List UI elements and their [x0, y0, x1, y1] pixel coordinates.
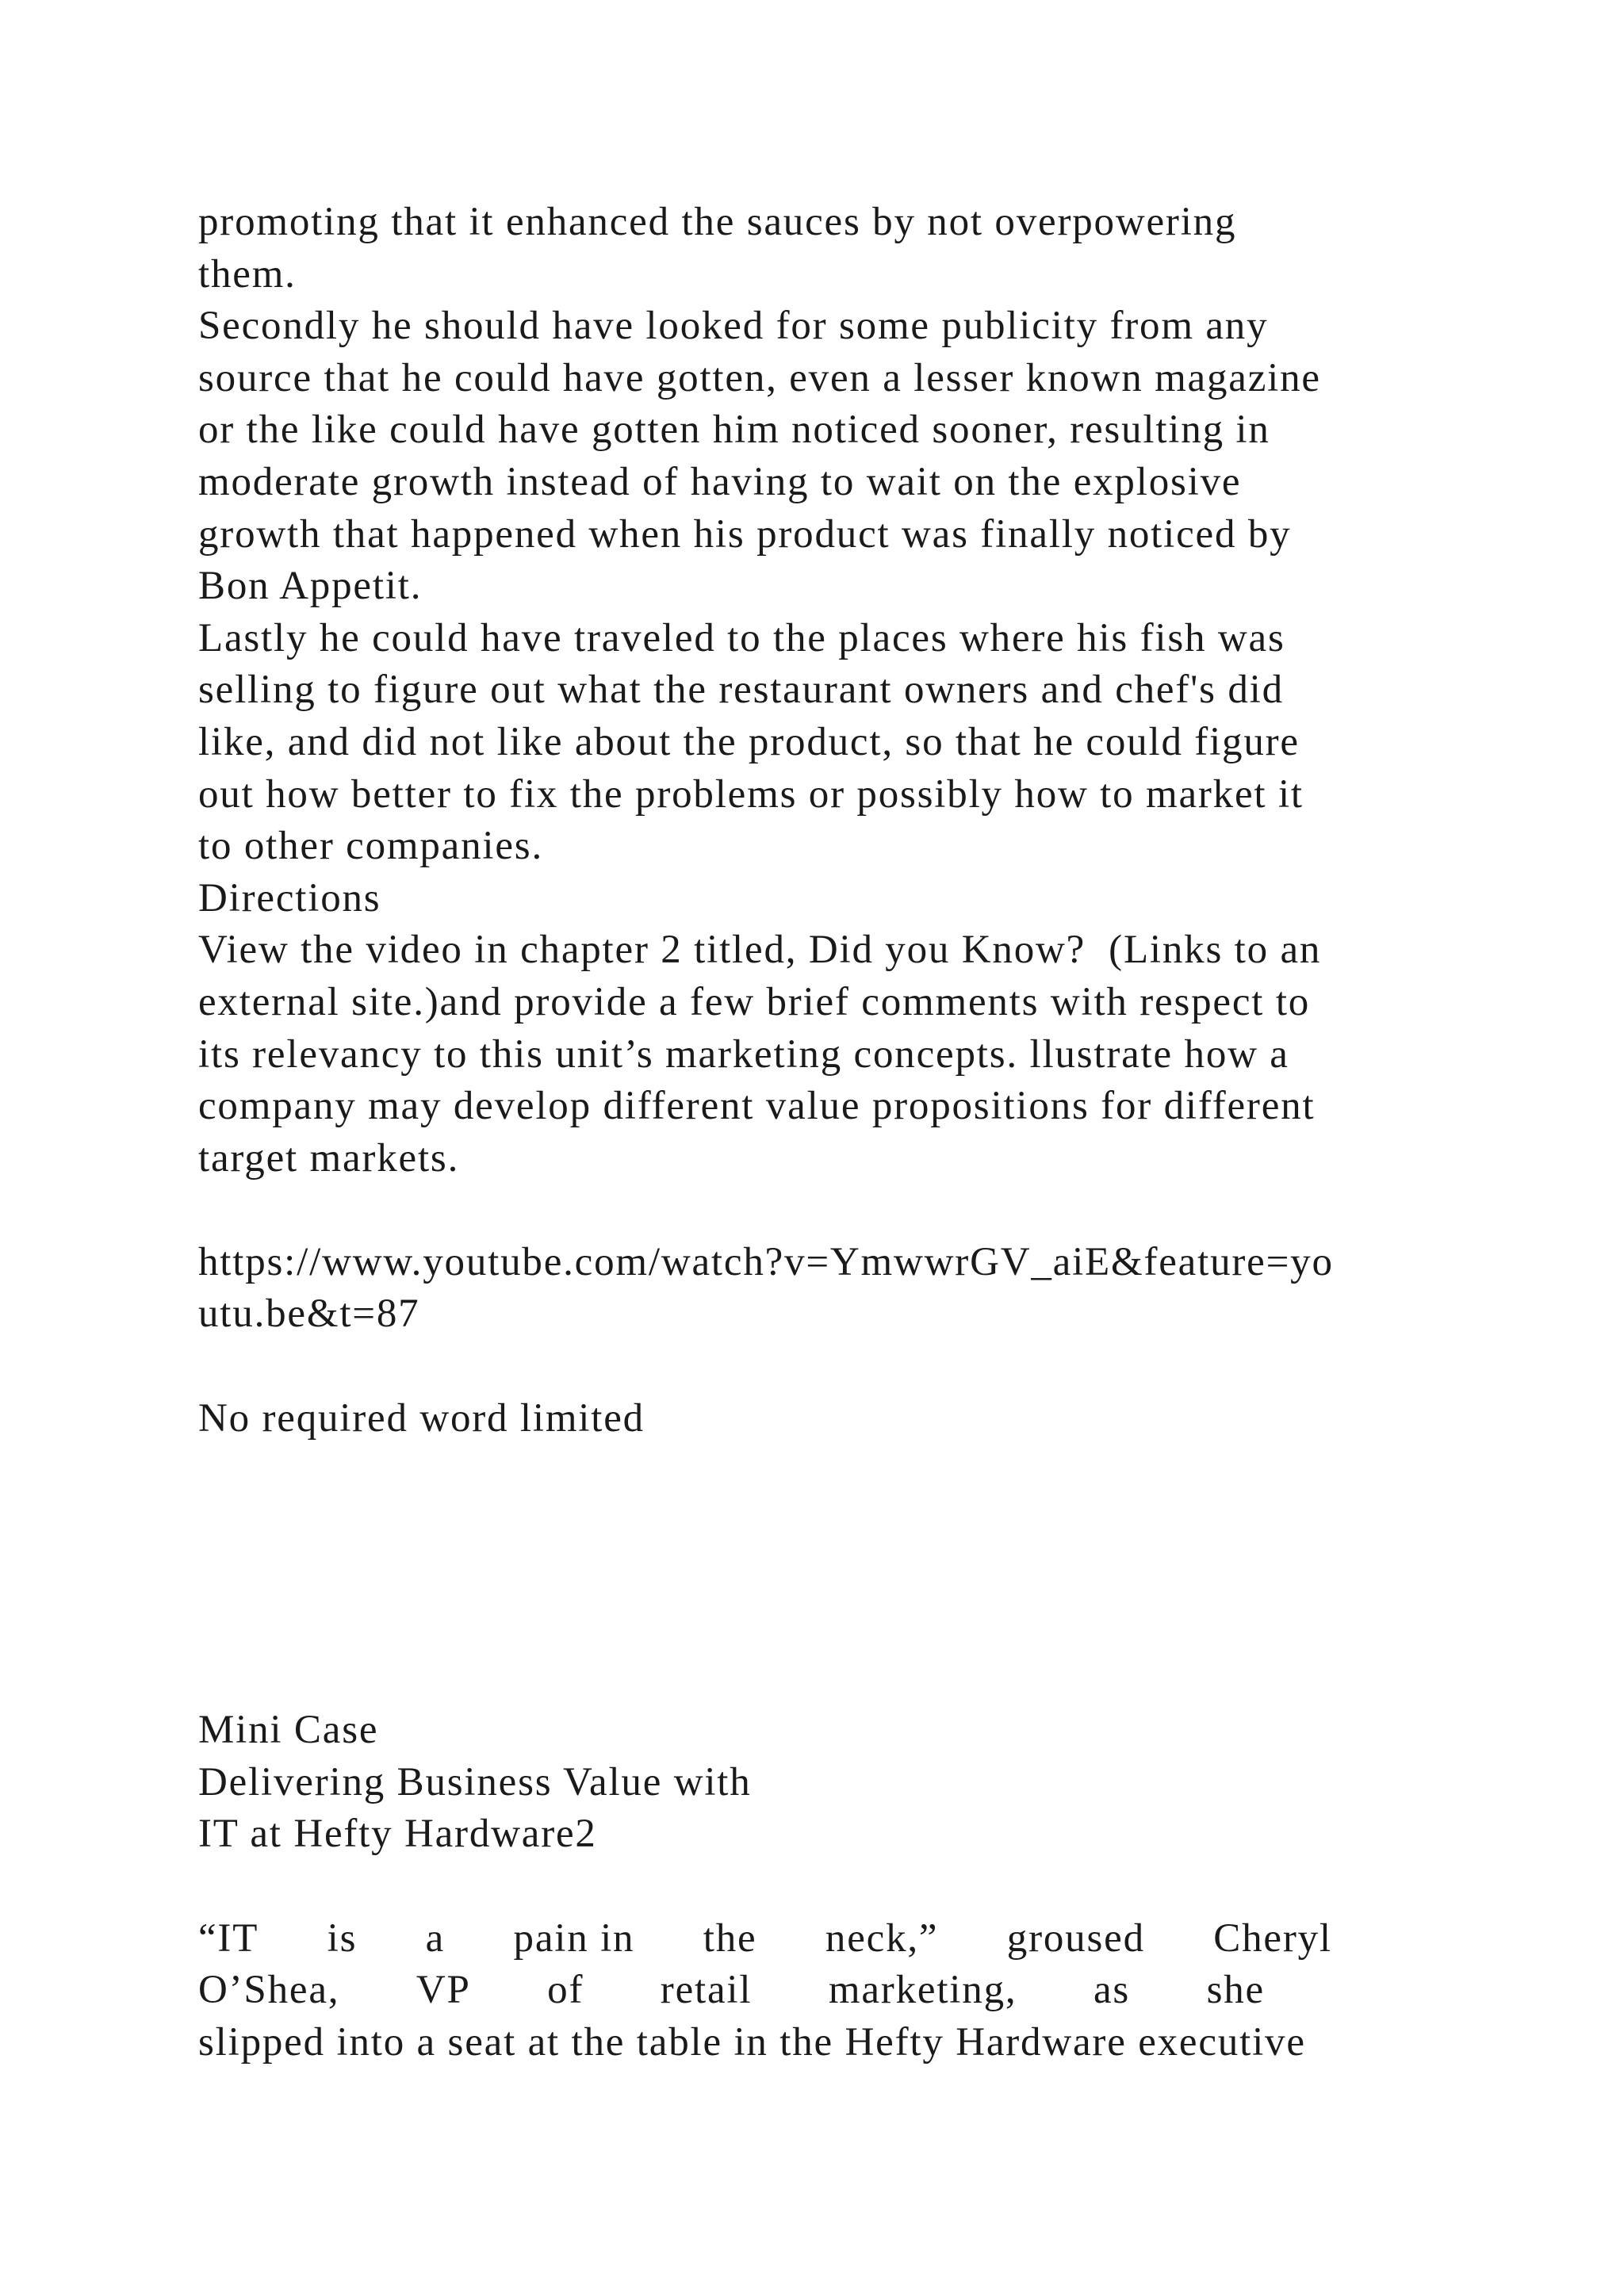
case-opening-line [198, 1913, 1332, 1965]
text-line: Lastly he could have traveled to the places where his fish was [198, 615, 1285, 660]
word: retail [660, 1968, 753, 2013]
word: pain in [513, 1915, 635, 1961]
blank-line [198, 1653, 1435, 1705]
word: a [425, 1915, 446, 1961]
blank-line [198, 1601, 1435, 1653]
blank-line [198, 1548, 1435, 1601]
mini-case-label: Mini Case [198, 1708, 379, 1753]
directions-heading: Directions [198, 875, 381, 920]
text-line: Bon Appetit. [198, 564, 423, 609]
blank-line [198, 1861, 1435, 1913]
word: Cheryl [1213, 1915, 1332, 1961]
text-line: source that he could have gotten, even a lesser known magazine [198, 355, 1321, 400]
text-line: its relevancy to this unit’s marketing concepts. llustrate how a [198, 1031, 1289, 1077]
word: groused [1006, 1915, 1145, 1961]
case-title: IT at Hefty Hardware2 [198, 1812, 597, 1857]
word: “IT [198, 1915, 259, 1961]
case-opening-line [198, 1965, 1265, 2017]
text-line: Secondly he should have looked for some publicity from any [198, 304, 1269, 349]
video-url-line: https://www.youtube.com/watch?v=YmwwrGV_aiE&feature=yo [198, 1239, 1334, 1284]
word: she [1206, 1968, 1265, 2013]
word: of [547, 1968, 584, 2013]
text-line: or the like could have gotten him noticed sooner, resulting in [198, 408, 1270, 453]
word: as [1093, 1968, 1131, 2013]
text-line: slipped into a seat at the table in the Hefty Hardware executive [198, 2019, 1306, 2064]
video-url-line: utu.be&t=87 [198, 1292, 420, 1337]
word: the [703, 1915, 757, 1961]
text-line: moderate growth instead of having to wait on the explosive [198, 459, 1242, 504]
text-line: target markets. [198, 1135, 460, 1181]
blank-line [198, 1341, 1435, 1393]
document-body [198, 197, 1435, 2068]
word: VP [416, 1968, 471, 2013]
text-line: to other companies. [198, 824, 544, 869]
text-line: selling to figure out what the restaurant owners and chef's did [198, 668, 1284, 713]
text-line: View the video in chapter 2 titled, Did you Know? (Links to an [198, 928, 1322, 973]
text-line: promoting that it enhanced the sauces by not overpowering [198, 200, 1237, 244]
word-limit-note: No required word limited [198, 1395, 645, 1441]
text-line: growth that happened when his product was finally noticed by [198, 511, 1292, 557]
word: marketing, [828, 1968, 1017, 2013]
case-title: Delivering Business Value with [198, 1759, 752, 1804]
blank-line [198, 1184, 1435, 1237]
text-line: like, and did not like about the product, so that he could figure [198, 719, 1300, 764]
word: O’Shea, [198, 1968, 340, 2013]
text-line: out how better to fix the problems or possibly how to market it [198, 771, 1304, 817]
blank-line [198, 1445, 1435, 1497]
text-line: them. [198, 251, 297, 297]
blank-line [198, 1497, 1435, 1549]
word: neck,” [825, 1915, 939, 1961]
text-line: external site.)and provide a few brief comments with respect to [198, 979, 1311, 1024]
word: is [327, 1915, 358, 1961]
text-line: company may develop different value propositions for different [198, 1084, 1316, 1129]
